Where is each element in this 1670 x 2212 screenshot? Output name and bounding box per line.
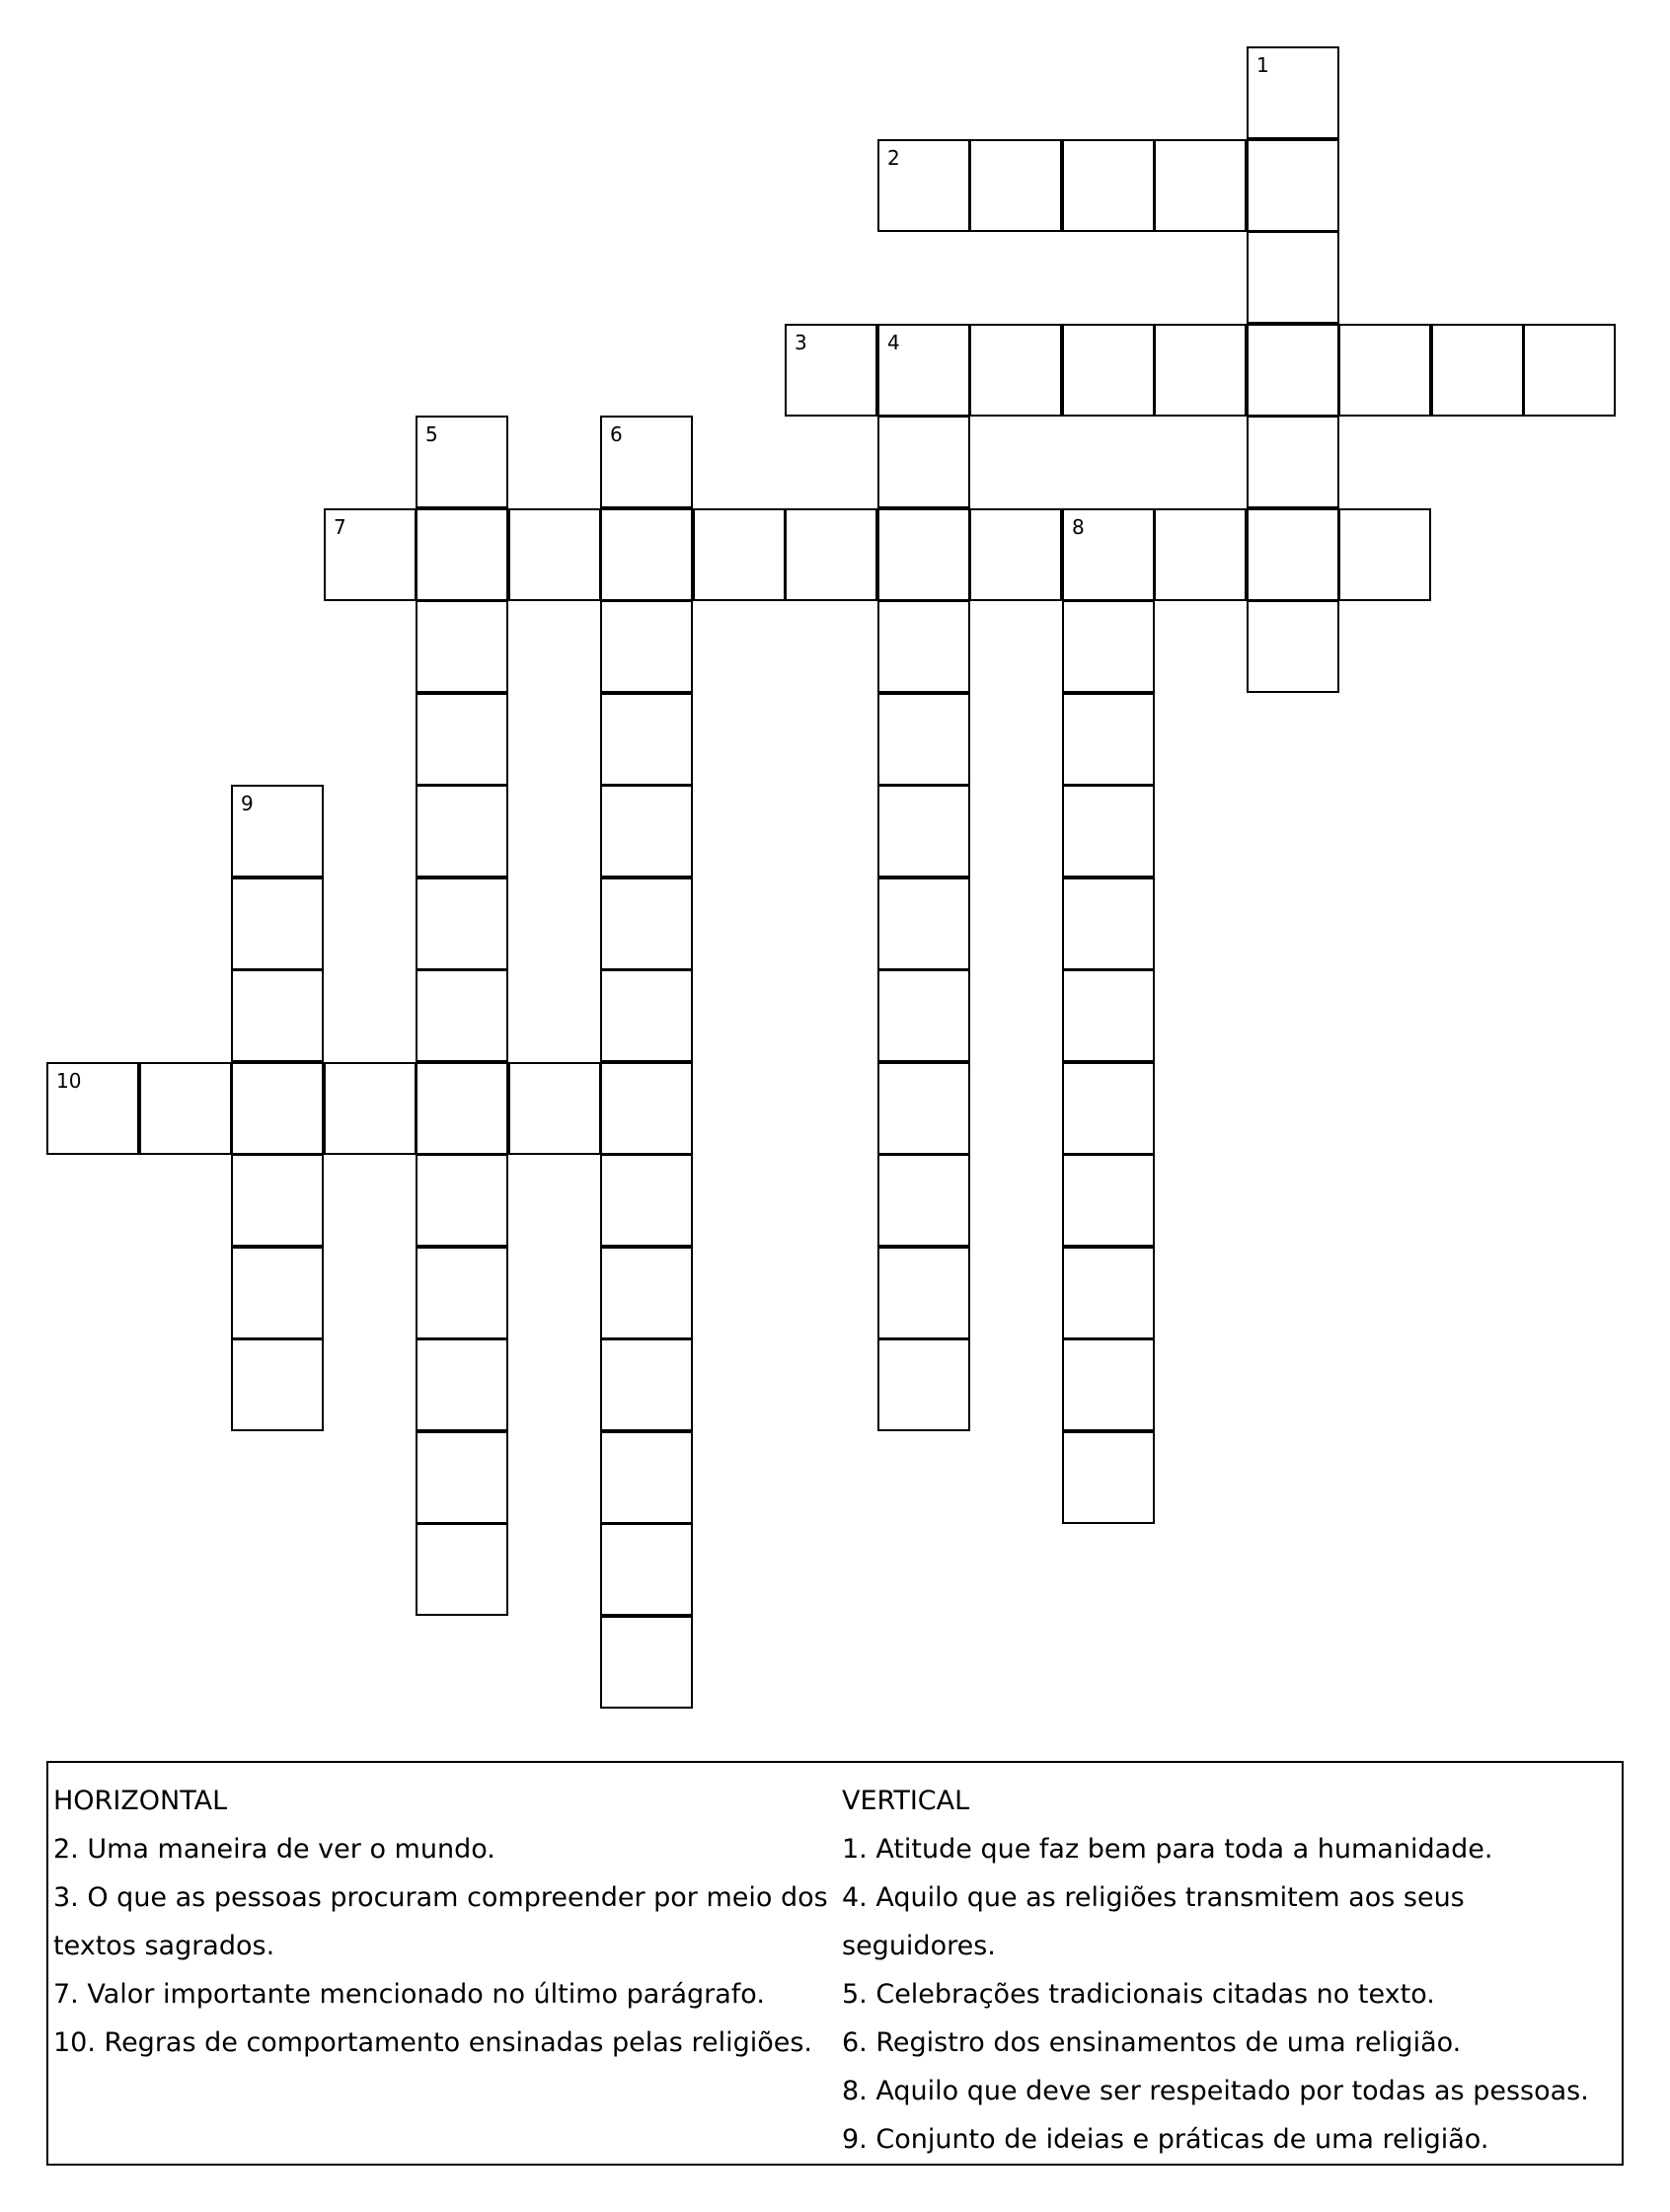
horizontal-clue-line: 3. O que as pessoas procuram compreender por meio dos	[53, 1882, 828, 1913]
crossword-cell[interactable]	[416, 508, 508, 601]
crossword-cell[interactable]	[600, 1431, 693, 1524]
crossword-cell[interactable]	[416, 877, 508, 970]
crossword-cell[interactable]	[877, 324, 970, 417]
clue-number: 1	[1256, 53, 1269, 77]
crossword-cell[interactable]	[600, 1616, 693, 1709]
crossword-cell[interactable]	[600, 1523, 693, 1616]
crossword-cell[interactable]	[877, 693, 970, 786]
crossword-cell[interactable]	[1431, 324, 1524, 417]
horizontal-clue-line: 2. Uma maneira de ver o mundo.	[53, 1834, 495, 1865]
vertical-clue-line: 1. Atitude que faz bem para toda a humanidade.	[842, 1834, 1493, 1865]
crossword-cell[interactable]	[416, 1338, 508, 1431]
crossword-cell[interactable]	[1154, 508, 1247, 601]
crossword-cell[interactable]	[416, 1431, 508, 1524]
crossword-cell[interactable]	[1062, 1154, 1155, 1247]
crossword-cell[interactable]	[416, 1523, 508, 1616]
crossword-cell[interactable]	[1247, 508, 1339, 601]
crossword-cell[interactable]	[1247, 46, 1339, 139]
crossword-cell[interactable]	[693, 508, 786, 601]
crossword-cell[interactable]	[785, 324, 877, 417]
crossword-cell[interactable]	[785, 508, 877, 601]
crossword-cell[interactable]	[600, 877, 693, 970]
clue-number: 5	[425, 422, 438, 446]
crossword-cell[interactable]	[600, 1062, 693, 1155]
crossword-cell[interactable]	[877, 1154, 970, 1247]
crossword-cell[interactable]	[231, 969, 324, 1062]
crossword-cell[interactable]	[416, 1247, 508, 1339]
vertical-clue-line: 9. Conjunto de ideias e práticas de uma religião.	[842, 2124, 1489, 2155]
crossword-cell[interactable]	[1523, 324, 1616, 417]
crossword-cell[interactable]	[416, 1062, 508, 1155]
crossword-cell[interactable]	[969, 508, 1062, 601]
crossword-cell[interactable]	[508, 1062, 601, 1155]
crossword-cell[interactable]	[416, 1154, 508, 1247]
horizontal-clue-line: 10. Regras de comportamento ensinadas pelas religiões.	[53, 2027, 812, 2058]
crossword-cell[interactable]	[1338, 508, 1431, 601]
crossword-cell[interactable]	[231, 1062, 324, 1155]
crossword-cell[interactable]	[1338, 324, 1431, 417]
crossword-cell[interactable]	[1062, 508, 1155, 601]
crossword-cell[interactable]	[416, 693, 508, 786]
crossword-cell[interactable]	[416, 600, 508, 693]
crossword-cell[interactable]	[600, 785, 693, 877]
crossword-cell[interactable]	[877, 508, 970, 601]
clue-number: 2	[887, 146, 900, 170]
crossword-cell[interactable]	[1247, 231, 1339, 324]
crossword-cell[interactable]	[1062, 785, 1155, 877]
clue-number: 6	[610, 422, 623, 446]
crossword-cell[interactable]	[416, 969, 508, 1062]
horizontal-clue-line: textos sagrados.	[53, 1931, 275, 1961]
crossword-cell[interactable]	[508, 508, 601, 601]
crossword-cell[interactable]	[877, 785, 970, 877]
crossword-cell[interactable]	[1062, 877, 1155, 970]
crossword-cell[interactable]	[600, 508, 693, 601]
crossword-cell[interactable]	[231, 1338, 324, 1431]
crossword-cell[interactable]	[1062, 1431, 1155, 1524]
crossword-cell[interactable]	[1154, 324, 1247, 417]
crossword-cell[interactable]	[600, 969, 693, 1062]
crossword-cell[interactable]	[1062, 1338, 1155, 1431]
crossword-cell[interactable]	[877, 1338, 970, 1431]
horizontal-heading: HORIZONTAL	[53, 1786, 228, 1816]
crossword-cell[interactable]	[969, 324, 1062, 417]
crossword-cell[interactable]	[231, 785, 324, 877]
vertical-heading: VERTICAL	[842, 1786, 970, 1816]
crossword-cell[interactable]	[1062, 1247, 1155, 1339]
vertical-clues	[842, 1777, 1622, 2164]
crossword-cell[interactable]	[1062, 693, 1155, 786]
horizontal-clue-line: 7. Valor importante mencionado no último parágrafo.	[53, 1979, 765, 2010]
crossword-cell[interactable]	[231, 1154, 324, 1247]
crossword-cell[interactable]	[600, 1247, 693, 1339]
crossword-cell[interactable]	[600, 1338, 693, 1431]
crossword-cell[interactable]	[231, 1247, 324, 1339]
clue-number: 3	[795, 331, 807, 354]
crossword-cell[interactable]	[231, 877, 324, 970]
crossword-cell[interactable]	[324, 1062, 417, 1155]
crossword-cell[interactable]	[1062, 139, 1155, 232]
clues-box	[46, 1761, 1624, 2166]
vertical-clue-line: 5. Celebrações tradicionais citadas no texto.	[842, 1979, 1435, 2010]
clue-number: 9	[241, 792, 254, 815]
crossword-cell[interactable]	[1062, 324, 1155, 417]
horizontal-clues	[53, 1777, 833, 2067]
crossword-cell[interactable]	[1154, 139, 1247, 232]
clue-number: 10	[56, 1069, 82, 1093]
crossword-cell[interactable]	[877, 969, 970, 1062]
crossword-cell[interactable]	[877, 139, 970, 232]
crossword-cell[interactable]	[877, 600, 970, 693]
crossword-cell[interactable]	[1062, 600, 1155, 693]
crossword-cell[interactable]	[600, 693, 693, 786]
crossword-cell[interactable]	[139, 1062, 232, 1155]
crossword-cell[interactable]	[324, 508, 417, 601]
crossword-cell[interactable]	[1247, 416, 1339, 508]
crossword-cell[interactable]	[600, 416, 693, 508]
crossword-cell[interactable]	[877, 1247, 970, 1339]
crossword-cell[interactable]	[416, 785, 508, 877]
vertical-clue-line: 6. Registro dos ensinamentos de uma religião.	[842, 2027, 1462, 2058]
crossword-cell[interactable]	[877, 1062, 970, 1155]
crossword-cell[interactable]	[600, 600, 693, 693]
crossword-cell[interactable]	[877, 416, 970, 508]
clue-number: 7	[334, 515, 346, 539]
crossword-cell[interactable]	[1247, 600, 1339, 693]
crossword-cell[interactable]	[877, 877, 970, 970]
crossword-cell[interactable]	[1062, 1062, 1155, 1155]
vertical-clue-line: 4. Aquilo que as religiões transmitem aos seus seguidores.	[842, 1882, 1465, 1961]
crossword-cell[interactable]	[1062, 969, 1155, 1062]
crossword-cell[interactable]	[1247, 324, 1339, 417]
crossword-cell[interactable]	[416, 416, 508, 508]
vertical-clue-line: 8. Aquilo que deve ser respeitado por todas as pessoas.	[842, 2076, 1589, 2106]
crossword-cell[interactable]	[969, 139, 1062, 232]
clue-number: 8	[1072, 515, 1085, 539]
crossword-cell[interactable]	[1247, 139, 1339, 232]
crossword-cell[interactable]	[46, 1062, 139, 1155]
crossword-cell[interactable]	[600, 1154, 693, 1247]
clue-number: 4	[887, 331, 900, 354]
